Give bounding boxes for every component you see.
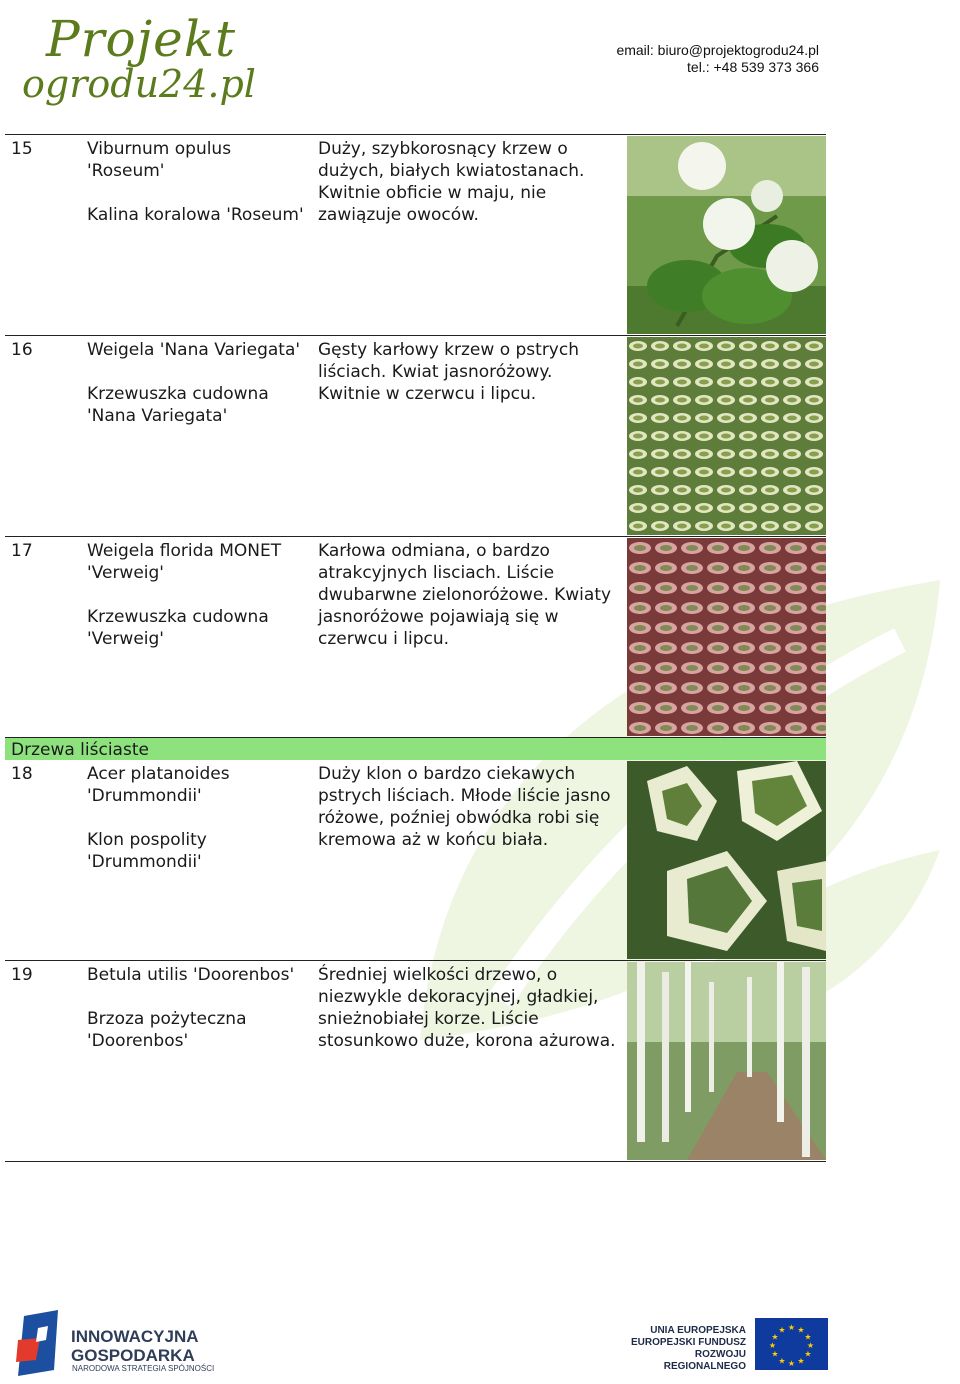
svg-text:★: ★ <box>778 1325 786 1335</box>
latin-name: Acer platanoides 'Drummondii' <box>87 764 230 806</box>
eu-logo <box>620 1318 830 1374</box>
polish-name: Brzoza pożyteczna 'Doorenbos' <box>87 1009 247 1051</box>
plant-names <box>87 138 307 226</box>
company-logo[interactable] <box>18 4 256 116</box>
innowacyjna-gospodarka-logo <box>14 1310 234 1380</box>
svg-text:★: ★ <box>804 1332 812 1342</box>
svg-text:★: ★ <box>771 1332 779 1342</box>
eu-flag-icon <box>755 1318 828 1370</box>
latin-name: Weigela 'Nana Variegata' <box>87 340 301 360</box>
email-text[interactable]: email: biuro@projektogrodu24.pl <box>616 42 819 58</box>
phone-text: tel.: +48 539 373 366 <box>687 59 819 75</box>
plant-names <box>87 339 307 427</box>
table-row <box>5 536 826 737</box>
ig-subtitle: NARODOWA STRATEGIA SPÓJNOŚCI <box>72 1364 215 1373</box>
polish-name: Krzewuszka cudowna 'Verweig' <box>87 607 269 649</box>
eu-text-line3: ROZWOJU REGIONALNEGO <box>663 1349 746 1372</box>
eu-text-line1: UNIA EUROPEJSKA <box>650 1325 746 1336</box>
eu-text <box>620 1325 746 1373</box>
ig-title-line2: GOSPODARKA <box>71 1346 195 1365</box>
table-bottom-border <box>5 1161 826 1162</box>
row-number: 16 <box>11 340 33 360</box>
row-number: 15 <box>11 139 33 159</box>
svg-text:★: ★ <box>771 1349 779 1359</box>
ig-title <box>71 1327 199 1365</box>
polish-name: Kalina koralowa 'Roseum' <box>87 205 304 225</box>
plant-photo-acer <box>627 761 826 959</box>
svg-text:★: ★ <box>804 1349 812 1359</box>
svg-text:★: ★ <box>787 1359 796 1368</box>
row-number: 19 <box>11 965 33 985</box>
row-number: 17 <box>11 541 33 561</box>
svg-text:★: ★ <box>797 1325 805 1335</box>
svg-text:★: ★ <box>797 1356 805 1366</box>
svg-text:★: ★ <box>806 1341 815 1350</box>
plant-description: Średniej wielkości drzewo, o niezwykle dekoracyjnej, gładkiej, snieżnobiałej korze. Liście stosunkowo duże, korona ażurowa. <box>318 965 616 1051</box>
table-row <box>5 134 826 335</box>
plant-photo-betula <box>627 962 826 1160</box>
table-row <box>5 960 826 1161</box>
latin-name: Viburnum opulus 'Roseum' <box>87 139 232 181</box>
latin-name: Betula utilis 'Doorenbos' <box>87 965 295 985</box>
svg-text:★: ★ <box>787 1323 796 1332</box>
table-row <box>5 760 826 960</box>
svg-text:★: ★ <box>778 1356 786 1366</box>
plant-photo-weigela-monet <box>627 538 826 736</box>
logo-text-domain: ogrodu24.pl <box>22 62 256 106</box>
plant-names <box>87 964 307 1052</box>
polish-name: Klon pospolity 'Drummondii' <box>87 830 207 872</box>
plant-photo-viburnum <box>627 136 826 334</box>
polish-name: Krzewuszka cudowna 'Nana Variegata' <box>87 384 269 426</box>
ig-emblem-icon <box>14 1310 64 1376</box>
section-header <box>5 737 826 760</box>
ig-title-line1: INNOWACYJNA <box>71 1327 199 1346</box>
plant-description: Gęsty karłowy krzew o pstrych liściach. Kwiat jasnoróżowy. Kwitnie w czerwcu i lipcu. <box>318 340 579 404</box>
svg-text:★: ★ <box>768 1341 777 1350</box>
plant-names <box>87 763 307 873</box>
row-number: 18 <box>11 764 33 784</box>
plant-table <box>5 134 826 1162</box>
logo-text-projekt: Projekt <box>46 10 237 68</box>
plant-description: Karłowa odmiana, o bardzo atrakcyjnych lisciach. Liście dwubarwne zielonoróżowe. Kwiaty jasnoróżowe pojawiają się w czerwcu i lipcu. <box>318 541 612 649</box>
section-title: Drzewa liściaste <box>11 740 149 760</box>
contact-info <box>616 42 819 76</box>
plant-photo-weigela-nana <box>627 337 826 535</box>
latin-name: Weigela florida MONET 'Verweig' <box>87 541 282 583</box>
plant-names <box>87 540 307 650</box>
plant-description: Duży klon o bardzo ciekawych pstrych liściach. Młode liście jasno różowe, poźniej obwódka robi się kremowa aż w końcu biała. <box>318 764 611 850</box>
eu-text-line2: EUROPEJSKI FUNDUSZ <box>630 1337 746 1348</box>
table-row <box>5 335 826 536</box>
plant-description: Duży, szybkorosnący krzew o dużych, białych kwiatostanach. Kwitnie obficie w maju, nie zawiązuje owoców. <box>318 139 585 225</box>
